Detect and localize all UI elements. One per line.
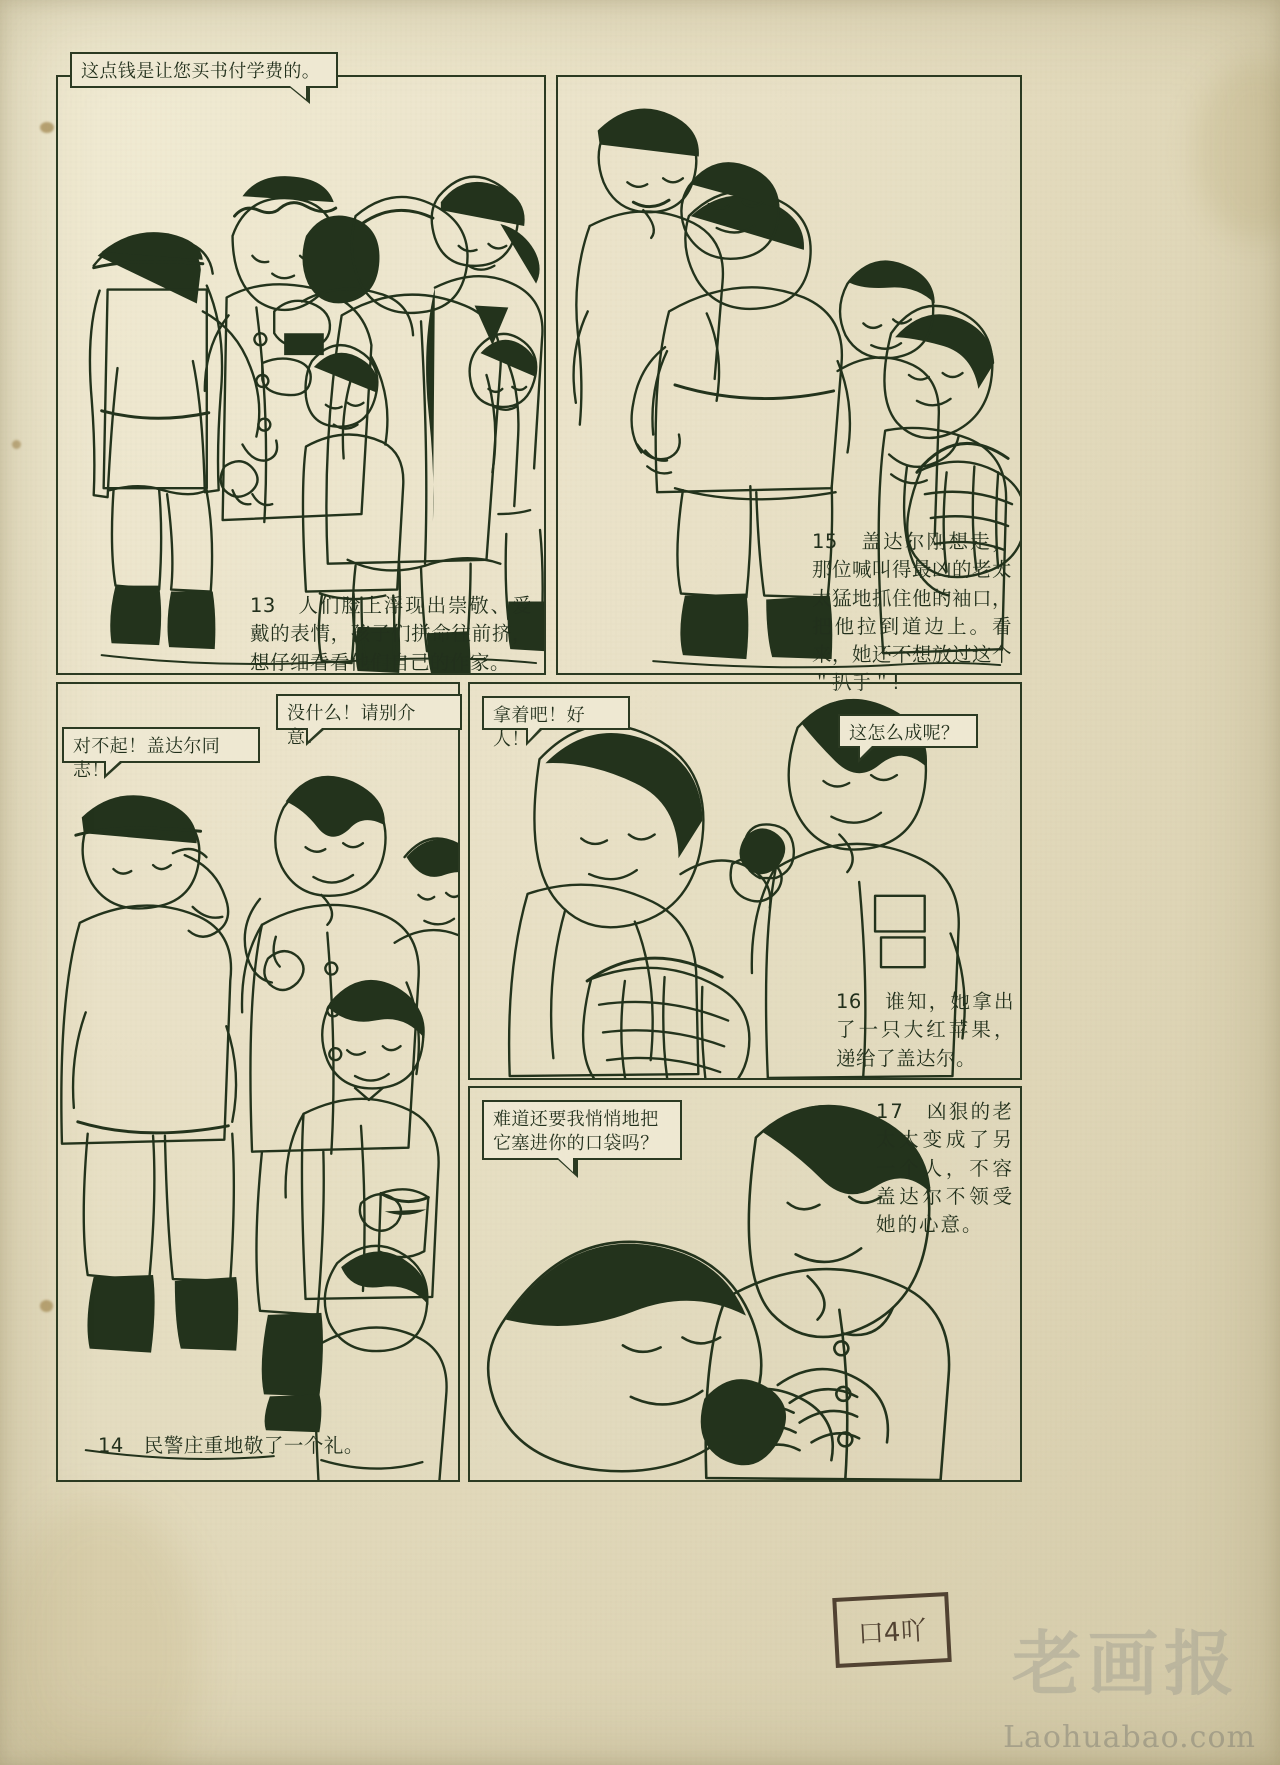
balloon-13-1 [70,52,338,88]
balloon-tail-inner-icon [106,761,120,774]
watermark-chinese-text: 老画报 [1012,1623,1240,1705]
caption-13-text: 13 人们脸上浮现出崇敬、爱戴的表情，孩子们拼命往前挤，想仔细看看他们自己的作家。 [250,594,532,674]
caption-17-text: 17 凶狠的老太太变成了另一个人，不容盖达尔不领受她的心意。 [876,1100,1014,1237]
balloon-14-2 [276,694,462,749]
watermark-latin [1003,1720,1256,1755]
balloon-14-1 [62,727,260,782]
panel-13 [56,75,546,675]
balloon-tail-inner-icon [308,728,322,741]
paper-stain [40,1300,53,1312]
balloon-16-2-text: 这怎么成呢？ [849,723,960,744]
artist-stamp [832,1592,952,1668]
watermark-chinese [1012,1608,1240,1709]
panel-14 [56,682,460,1482]
balloon-tail-inner-icon [860,746,872,758]
paper-stain [40,122,54,133]
balloon-tail-inner-icon [528,728,540,741]
balloon-14-2-text: 没什么！请别介意！ [287,703,416,749]
balloon-16-1-text: 拿着吧！好人！ [493,705,585,751]
balloon-14-1-text: 对不起！盖达尔同志！ [73,736,221,782]
caption-14 [98,1432,428,1460]
caption-15-text: 15 盖达尔刚想走，那位喊叫得最凶的老太太猛地抓住他的袖口，把他拉到道边上。看来，她还不想放过这个＂扒手＂! [812,530,1013,695]
caption-17 [876,1098,1014,1239]
caption-16 [836,988,1014,1073]
balloon-16-1 [482,696,630,751]
panel-13-artwork [58,77,544,673]
paper-stain [12,440,21,449]
balloon-tail-inner-icon [558,1158,573,1172]
balloon-tail-inner-icon [290,86,306,99]
artist-stamp-text: 口4吖 [857,1615,928,1650]
watermark-latin-text: Laohuabao.com [1003,1720,1256,1755]
balloon-17-1-text: 难道还要我悄悄地把它塞进你的口袋吗？ [493,1109,659,1155]
panel-14-artwork [58,684,458,1480]
balloon-13-1-text: 这点钱是让您买书付学费的。 [81,61,321,82]
caption-16-text: 16 谁知，她拿出了一只大红苹果，递给了盖达尔。 [836,990,1014,1070]
balloon-16-2 [838,714,978,748]
paper-stain [0,1500,200,1765]
caption-13 [250,592,532,677]
caption-15 [812,528,1012,698]
caption-14-text: 14 民警庄重地敬了一个礼。 [98,1434,364,1457]
balloon-17-1 [482,1100,682,1160]
paper-stain [1195,60,1280,240]
